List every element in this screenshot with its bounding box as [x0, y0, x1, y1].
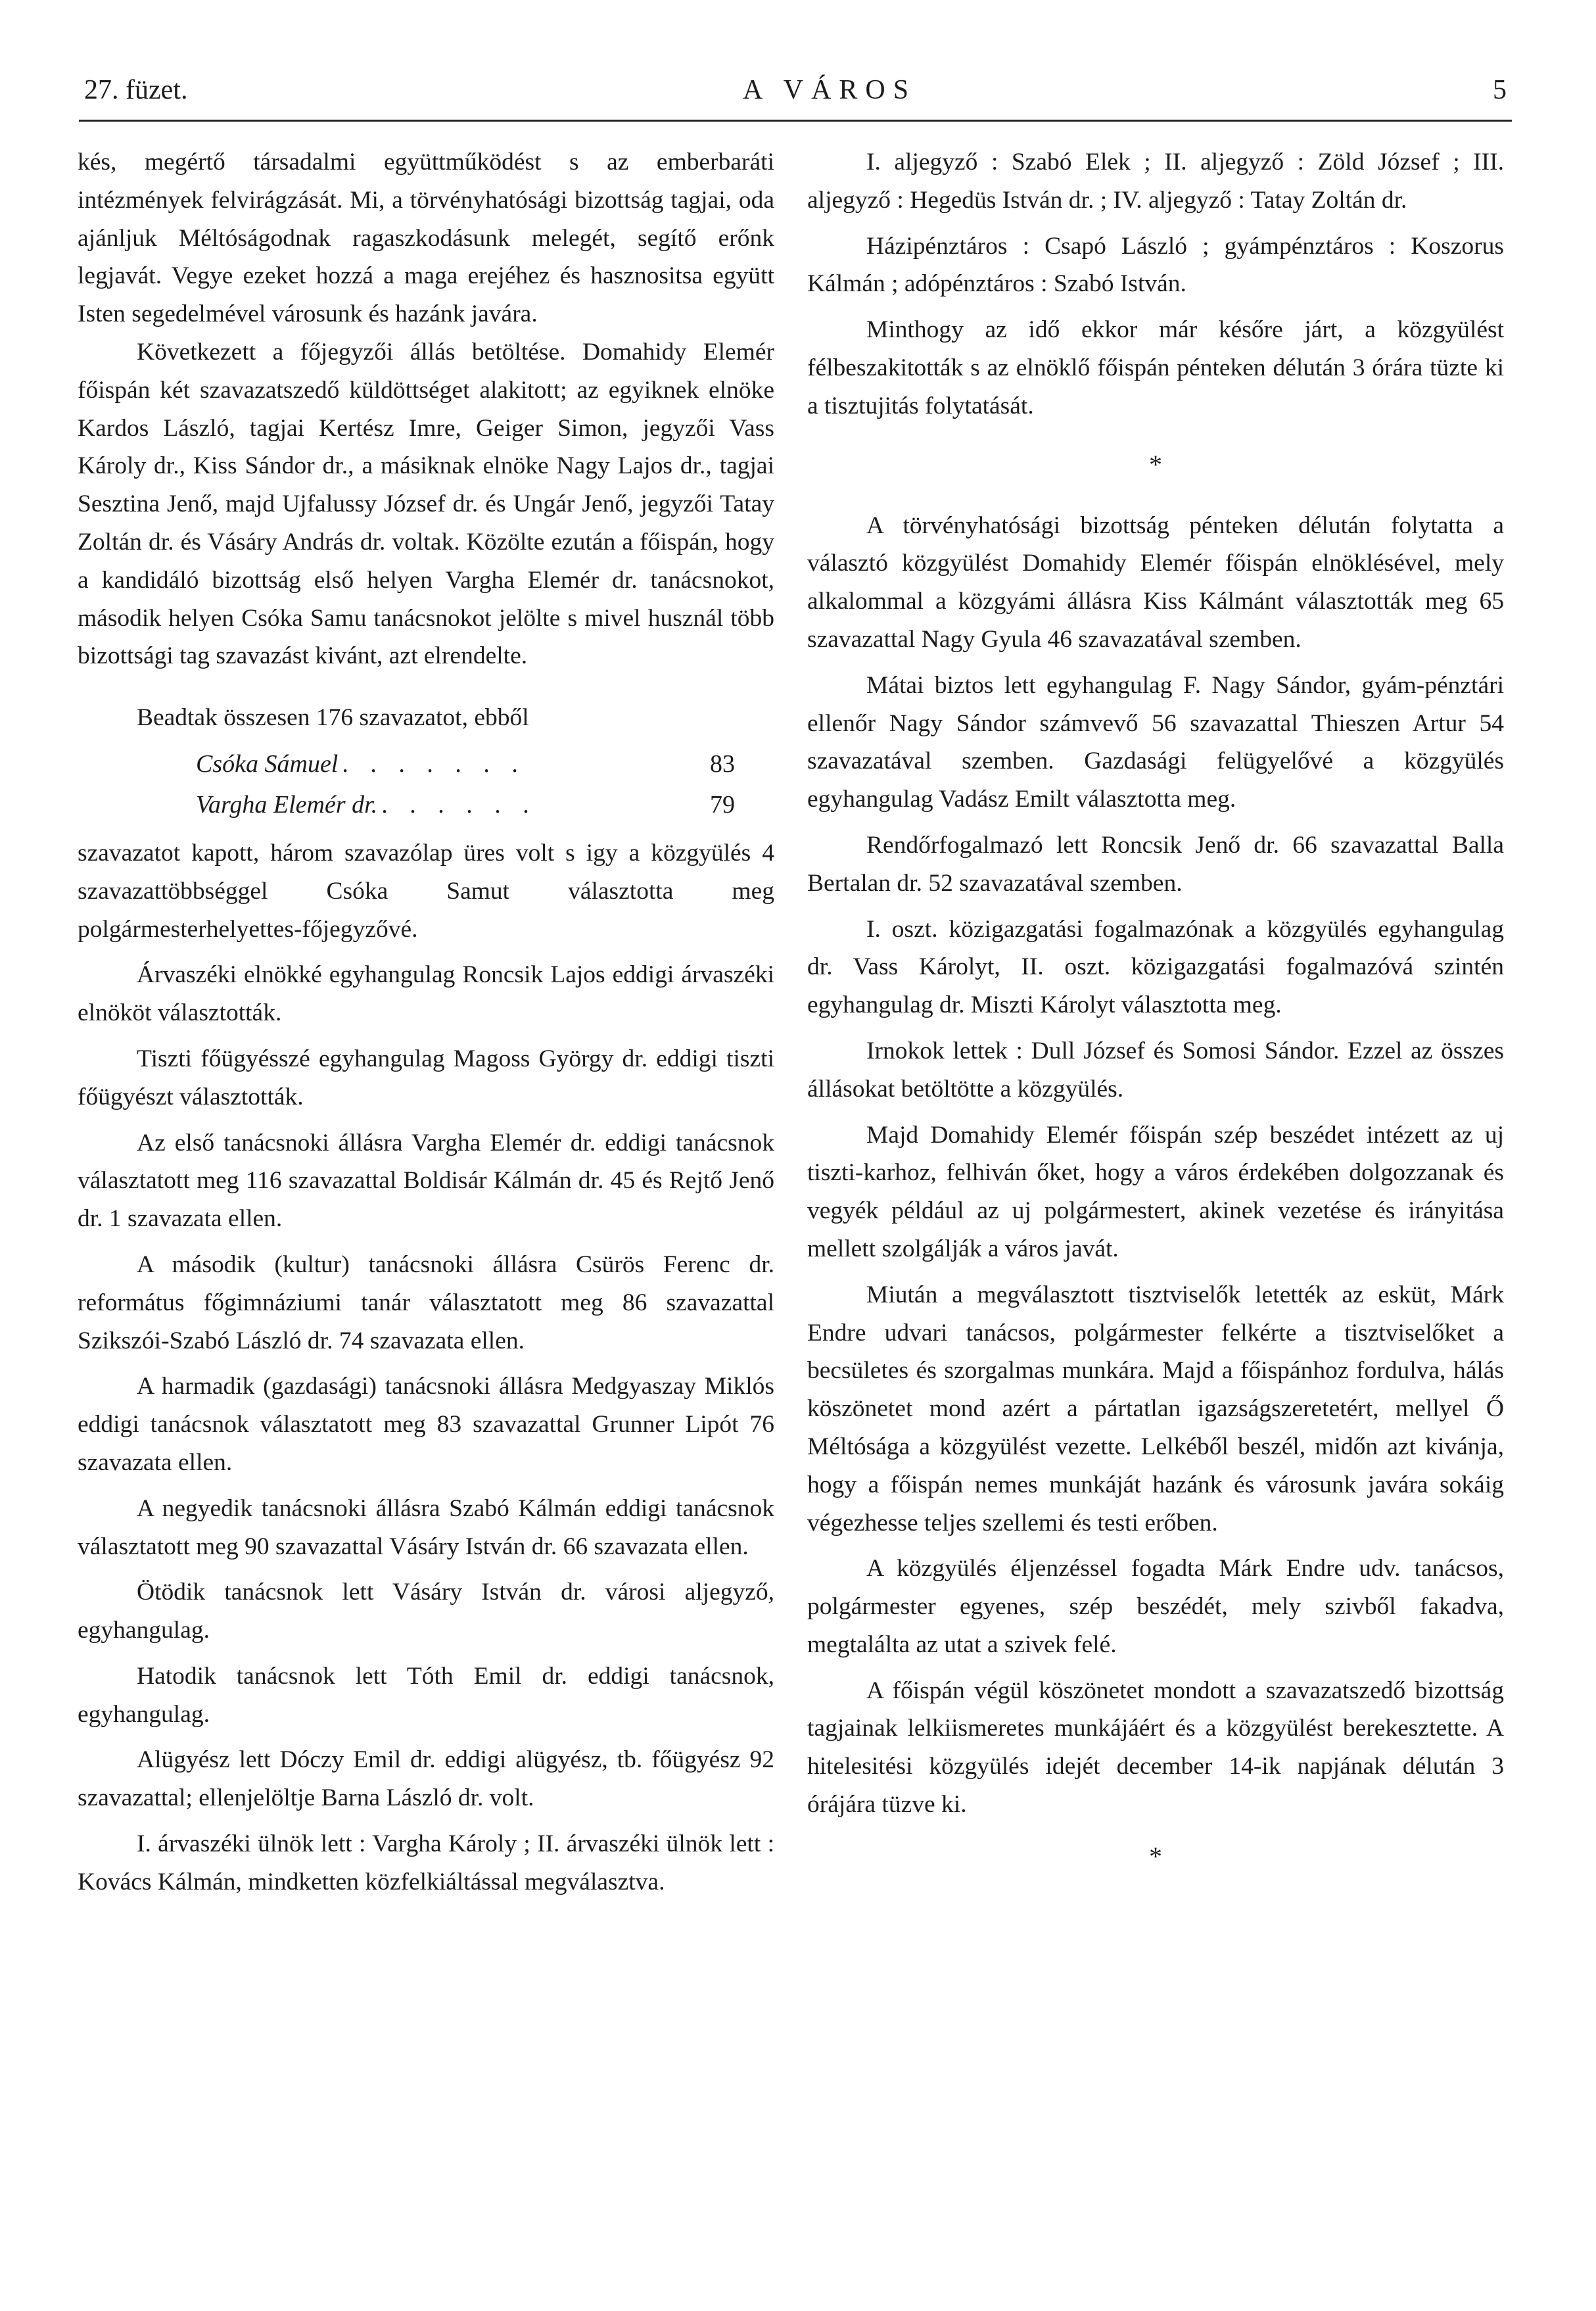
paragraph: A negyedik tanácsnoki állásra Szabó Kálmán eddigi tanácsnok választatott meg 90 szavazattal Vásáry István dr. 66 szavazata ellen. — [78, 1494, 774, 1560]
candidate-name: Csóka Sámuel — [196, 750, 339, 778]
paragraph: Árvaszéki elnökké egyhangulag Roncsik Lajos eddigi árvaszéki elnököt választották. — [78, 961, 774, 1027]
vote-count: 79 — [710, 790, 735, 819]
paragraph: Ötödik tanácsnok lett Vásáry István dr. városi aljegyző, egyhangulag. — [78, 1579, 774, 1644]
paragraph: A törvényhatósági bizottság pénteken délután folytatta a választó közgyülést Domahidy Elemér főispán elnöklésével, mely alkalommal a közgyámi állásra Kiss Kálmánt választották meg 65 szavazattal Nagy Gyula 46 szavazatával szemben. — [807, 512, 1504, 653]
paragraph: Rendőrfogalmazó lett Roncsik Jenő dr. 66 szavazattal Balla Bertalan dr. 52 szavazatával szemben. — [807, 831, 1504, 897]
paragraph: Miután a megválasztott tisztviselők letették az esküt, Márk Endre udvari tanácsos, polgármester felkérte a tisztviselőket a becsületes és szorgalmas munkára. Majd a főispánhoz fordulva, hálás köszönetet mond azért a pártatlan igazságszeretetért, mellyel Ő Méltósága a közgyülést vezette. Lelkéből beszél, midőn azt kivánja, hogy a főispán nemes munkáját hazánk és városunk javára sokáig végezhesse teljes szellemi és testi erőben. — [807, 1281, 1504, 1537]
tally-row — [78, 744, 735, 784]
paragraph: Házipénztáros : Csapó László ; gyámpénztáros : Koszorus Kálmán ; adópénztáros : Szabó István. — [807, 232, 1504, 298]
paragraph: kés, megértő társadalmi együttműködést s az emberbaráti intézmények felvirágzását. Mi, a törvényhatósági bizottság tagjai, oda ajánljuk Méltóságodnak ragaszkodásunk melegét, segítő erőnk legjavát. Vegye ezeket hozzá a maga erejéhez és hasznositsa együtt Isten segedelmével városunk és hazánk javára. — [78, 149, 774, 328]
paragraph: Tiszti főügyésszé egyhangulag Magoss György dr. eddigi tiszti főügyészt választották. — [78, 1045, 774, 1110]
paragraph: A főispán végül köszönetet mondott a szavazatszedő bizottság tagjainak lelkiismeretes munkájáért és a közgyülést berekesztette. A hitelesitési közgyülés idejét december 14-ik napjának délután 3 órájára tüzve ki. — [807, 1677, 1504, 1819]
section-separator: * — [1149, 1841, 1162, 1871]
paragraph: Irnokok lettek : Dull József és Somosi Sándor. Ezzel az összes állásokat betöltötte a közgyülés. — [807, 1037, 1504, 1103]
vote-count: 83 — [710, 750, 735, 778]
candidate-name: Vargha Elemér dr. — [196, 790, 378, 819]
paragraph: A közgyülés éljenzéssel fogadta Márk Endre udv. tanácsos, polgármester egyenes, szép beszédét, mely szivből fakadva, megtalálta az utat a szivek felé. — [807, 1555, 1504, 1658]
section-separator: * — [1149, 449, 1162, 479]
tally-row — [78, 784, 735, 825]
dot-leader: . . . . . . . — [342, 750, 526, 778]
paragraph: Majd Domahidy Elemér főispán szép beszédet intézett az uj tiszti-karhoz, felhiván őket, hogy a város érdekében dolgozzanak és vegyék például az uj polgármestert, akinek vezetése és irányitása mellett szolgálják a város javát. — [807, 1121, 1504, 1262]
paragraph: Következett a főjegyzői állás betöltése. Domahidy Elemér főispán két szavazatszedő küldöttséget alakitott; az egyiknek elnöke Kardos László, tagjai Kertész Imre, Geiger Simon, jegyzői Vass Károly dr., Kiss Sándor dr., a másiknak elnöke Nagy Lajos dr., tagjai Sesztina Jenő, majd Ujfalussy József dr. és Ungár Jenő, jegyzői Tatay Zoltán dr. és Vásáry András dr. voltak. Közölte ezután a főispán, hogy a kandidáló bizottság első helyen Vargha Elemér dr. tanácsnokot, második helyen Csóka Samu tanácsnokot jelölte s mivel husznál több bizottsági tag szavazást kivánt, azt elrendelte. — [78, 338, 774, 670]
paragraph: szavazatot kapott, három szavazólap üres volt s igy a közgyülés 4 szavazattöbbséggel Csóka Samut választotta meg polgármesterhelyettes-főjegyzővé. — [78, 839, 774, 943]
journal-title: A VÁROS — [743, 75, 917, 105]
paragraph: I. oszt. közigazgatási fogalmazónak a közgyülés egyhangulag dr. Vass Károlyt, II. oszt. közigazgatási fogalmazóvá szintén egyhangulag dr. Miszti Károlyt választotta meg. — [807, 915, 1504, 1019]
running-header — [79, 68, 1512, 122]
paragraph: Minthogy az idő ekkor már későre járt, a közgyülést félbeszakitották s az elnöklő főispán pénteken délután 3 órára tüzte ki a tisztujitás folytatását. — [807, 316, 1504, 419]
vote-tally — [78, 744, 774, 825]
paragraph: Az első tanácsnoki állásra Vargha Elemér dr. eddigi tanácsnok választatott meg 116 szavazattal Boldisár Kálmán dr. 45 és Rejtő Jenő dr. 1 szavazata ellen. — [78, 1129, 774, 1233]
dot-leader: . . . . . . — [381, 790, 537, 819]
page-number: 5 — [1493, 75, 1507, 105]
paragraph: Mátai biztos lett egyhangulag F. Nagy Sándor, gyám-pénztári ellenőr Nagy Sándor számvevő 56 szavazattal Thieszen Artur 54 szavazatával szemben. Gazdasági felügyelővé a közgyülés egyhangulag Vadász Emilt választotta meg. — [807, 671, 1504, 813]
left-column — [78, 143, 774, 1901]
paragraph: A harmadik (gazdasági) tanácsnoki állásra Medgyaszay Miklós eddigi tanácsnok választatott meg 83 szavazattal Grunner Lipót 76 szavazata ellen. — [78, 1373, 774, 1476]
paragraph: Alügyész lett Dóczy Emil dr. eddigi alügyész, tb. főügyész 92 szavazattal; ellenjelöltje Barna László dr. volt. — [78, 1746, 774, 1812]
right-column — [807, 143, 1504, 1876]
paragraph: I. aljegyző : Szabó Elek ; II. aljegyző : Zöld József ; III. aljegyző : Hegedüs István dr. ; IV. aljegyző : Tatay Zoltán dr. — [807, 149, 1504, 214]
issue-number: 27. füzet. — [84, 75, 188, 105]
paragraph: Hatodik tanácsnok lett Tóth Emil dr. eddigi tanácsnok, egyhangulag. — [78, 1662, 774, 1728]
paragraph: Beadtak összesen 176 szavazatot, ebből — [137, 704, 529, 732]
paragraph: I. árvaszéki ülnök lett : Vargha Károly ; II. árvaszéki ülnök lett : Kovács Kálmán, mindketten közfelkiáltással megválasztva. — [78, 1830, 774, 1895]
paragraph: A második (kultur) tanácsnoki állásra Csürös Ferenc dr. református főgimnáziumi tanár választatott meg 86 szavazattal Szikszói-Szabó László dr. 74 szavazata ellen. — [78, 1251, 774, 1354]
